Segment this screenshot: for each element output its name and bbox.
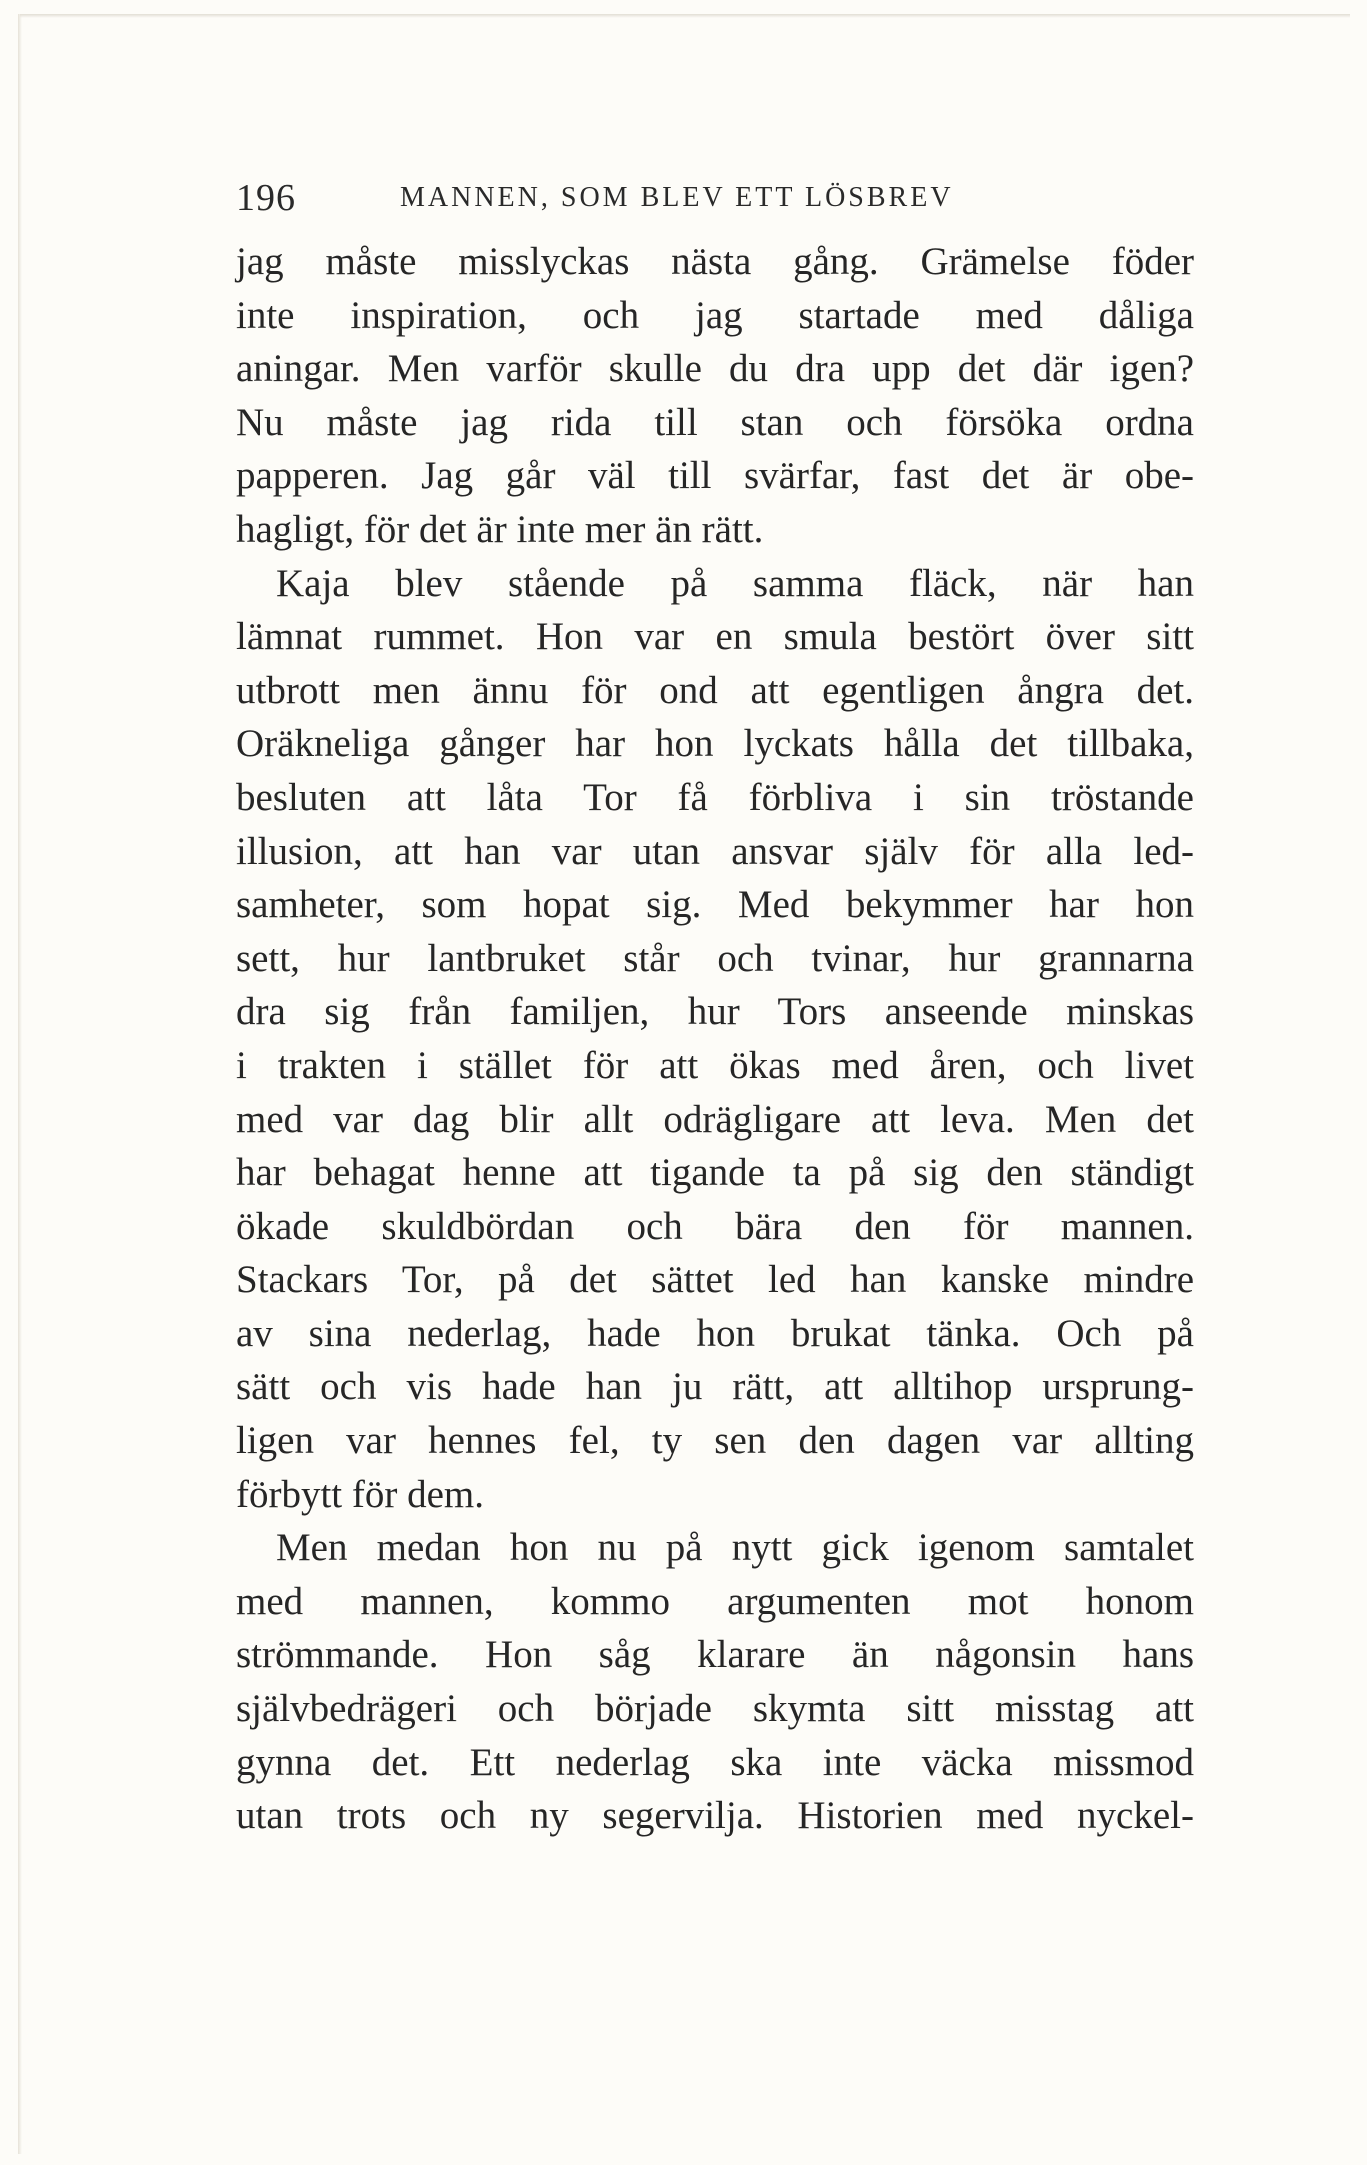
body-text: [236, 235, 1194, 1843]
text-line: med var dag blir allt odrägligare att leva. Men det: [236, 1097, 1194, 1141]
text-line: samheter, som hopat sig. Med bekymmer har hon: [236, 883, 1194, 927]
text-line: Stackars Tor, på det sättet led han kanske mindre: [236, 1258, 1194, 1302]
page-edge-top: [20, 14, 1350, 18]
paragraph-start: Kaja blev stående på samma fläck, när han: [276, 561, 1194, 605]
text-line: sätt och vis hade han ju rätt, att alltihop ursprung-: [236, 1365, 1194, 1409]
text-line: ökade skuldbördan och bära den för mannen.: [236, 1204, 1194, 1248]
text-line: utbrott men ännu för ond att egentligen ångra det.: [236, 668, 1194, 712]
text-line: gynna det. Ett nederlag ska inte väcka missmod: [236, 1740, 1194, 1784]
text-line: har behagat henne att tigande ta på sig den ständigt: [236, 1151, 1194, 1195]
text-line: illusion, att han var utan ansvar själv för alla led-: [236, 829, 1194, 873]
text-line: med mannen, kommo argumenten mot honom: [236, 1579, 1194, 1623]
page-edge-left: [18, 14, 22, 2154]
text-line: dra sig från familjen, hur Tors anseende minskas: [236, 990, 1194, 1034]
paragraph-start: Men medan hon nu på nytt gick igenom samtalet: [276, 1526, 1194, 1570]
text-line: Oräkneliga gånger har hon lyckats hålla det tillbaka,: [236, 722, 1194, 766]
running-head: [236, 168, 1196, 228]
text-line: Nu måste jag rida till stan och försöka ordna: [236, 400, 1194, 444]
text-line: sett, hur lantbruket står och tvinar, hur grannarna: [236, 936, 1194, 980]
text-line: besluten att låta Tor få förbliva i sin tröstande: [236, 775, 1194, 819]
text-line: i trakten i stället för att ökas med åren, och livet: [236, 1043, 1194, 1087]
running-head-title: MANNEN, SOM BLEV ETT LÖSBREV: [400, 182, 954, 213]
text-line: aningar. Men varför skulle du dra upp det där igen?: [236, 347, 1194, 391]
text-line: lämnat rummet. Hon var en smula bestört över sitt: [236, 615, 1194, 659]
text-line: papperen. Jag går väl till svärfar, fast det är obe-: [236, 454, 1194, 498]
text-line: förbytt för dem.: [236, 1472, 485, 1516]
text-line: strömmande. Hon såg klarare än någonsin hans: [236, 1633, 1194, 1677]
text-line: ligen var hennes fel, ty sen den dagen var allting: [236, 1419, 1194, 1463]
text-line: hagligt, för det är inte mer än rätt.: [236, 507, 764, 551]
page-number: 196: [236, 177, 296, 219]
text-line: inte inspiration, och jag startade med dåliga: [236, 293, 1194, 337]
text-line: självbedrägeri och började skymta sitt misstag att: [236, 1687, 1194, 1731]
text-line: jag måste misslyckas nästa gång. Grämelse föder: [236, 240, 1194, 283]
text-line: utan trots och ny segervilja. Historien med nyckel-: [236, 1794, 1194, 1838]
text-line: av sina nederlag, hade hon brukat tänka. Och på: [236, 1311, 1194, 1355]
